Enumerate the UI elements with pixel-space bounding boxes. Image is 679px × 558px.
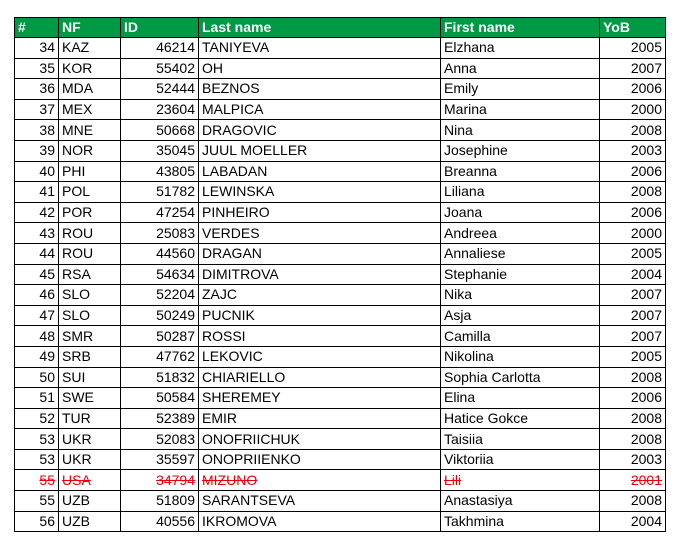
cell-id: 50668 [121,120,199,141]
cell-first-name: Anastasiya [441,491,600,512]
cell-nf: UZB [59,491,121,512]
cell-first-name: Nika [441,285,600,306]
table-row [15,120,666,141]
table-header-row [15,18,666,38]
cell-id: 40556 [121,511,199,532]
cell-id: 51809 [121,491,199,512]
cell-number: 43 [15,223,59,244]
header-nf: NF [59,18,121,38]
table-row [15,511,666,532]
cell-yob: 2008 [600,429,666,450]
cell-id: 54634 [121,264,199,285]
cell-nf: MNE [59,120,121,141]
cell-last-name: LEKOVIC [199,346,441,367]
cell-nf: MDA [59,79,121,100]
cell-nf: POL [59,182,121,203]
entry-list-sheet [14,17,666,532]
cell-id: 35045 [121,140,199,161]
cell-last-name: JUUL MOELLER [199,140,441,161]
table-row [15,182,666,203]
header-first-name: First name [441,18,600,38]
cell-yob: 2008 [600,367,666,388]
cell-yob: 2006 [600,79,666,100]
cell-nf: UZB [59,511,121,532]
cell-yob: 2005 [600,38,666,59]
cell-first-name: Hatice Gokce [441,408,600,429]
cell-yob: 2008 [600,408,666,429]
cell-nf: USA [59,470,121,491]
cell-nf: RSA [59,264,121,285]
cell-yob: 2006 [600,388,666,409]
cell-last-name: DIMITROVA [199,264,441,285]
cell-id: 46214 [121,38,199,59]
table-row [15,202,666,223]
cell-number: 55 [15,491,59,512]
cell-id: 55402 [121,58,199,79]
table-row [15,346,666,367]
table-row [15,449,666,470]
cell-first-name: Emily [441,79,600,100]
table-row [15,491,666,512]
cell-id: 52389 [121,408,199,429]
cell-first-name: Stephanie [441,264,600,285]
cell-last-name: ROSSI [199,326,441,347]
cell-id: 50584 [121,388,199,409]
cell-number: 53 [15,429,59,450]
table-row-struck [15,470,666,491]
cell-number: 49 [15,346,59,367]
cell-id: 52083 [121,429,199,450]
cell-nf: POR [59,202,121,223]
table-row [15,243,666,264]
cell-id: 50287 [121,326,199,347]
cell-number: 41 [15,182,59,203]
cell-number: 34 [15,38,59,59]
cell-id: 44560 [121,243,199,264]
cell-nf: KOR [59,58,121,79]
table-row [15,285,666,306]
cell-number: 50 [15,367,59,388]
cell-nf: MEX [59,99,121,120]
cell-yob: 2003 [600,140,666,161]
cell-yob: 2008 [600,120,666,141]
cell-last-name: ONOFRIICHUK [199,429,441,450]
entry-list-table [14,17,666,532]
cell-id: 51782 [121,182,199,203]
cell-last-name: BEZNOS [199,79,441,100]
cell-first-name: Joana [441,202,600,223]
cell-first-name: Elzhana [441,38,600,59]
cell-last-name: DRAGAN [199,243,441,264]
cell-nf: TUR [59,408,121,429]
cell-nf: SWE [59,388,121,409]
cell-yob: 2000 [600,99,666,120]
cell-last-name: CHIARIELLO [199,367,441,388]
cell-nf: PHI [59,161,121,182]
cell-number: 35 [15,58,59,79]
cell-id: 35597 [121,449,199,470]
header-last-name: Last name [199,18,441,38]
cell-number: 44 [15,243,59,264]
cell-first-name: Elina [441,388,600,409]
cell-nf: ROU [59,223,121,244]
cell-number: 46 [15,285,59,306]
cell-first-name: Nina [441,120,600,141]
cell-last-name: IKROMOVA [199,511,441,532]
cell-id: 34794 [121,470,199,491]
table-row [15,79,666,100]
table-row [15,99,666,120]
cell-last-name: DRAGOVIC [199,120,441,141]
cell-number: 42 [15,202,59,223]
cell-number: 55 [15,470,59,491]
cell-number: 36 [15,79,59,100]
cell-first-name: Breanna [441,161,600,182]
cell-yob: 2005 [600,243,666,264]
table-row [15,223,666,244]
cell-last-name: PINHEIRO [199,202,441,223]
cell-first-name: Lili [441,470,600,491]
cell-id: 43805 [121,161,199,182]
cell-nf: UKR [59,449,121,470]
cell-nf: KAZ [59,38,121,59]
table-row [15,161,666,182]
cell-first-name: Anna [441,58,600,79]
cell-number: 37 [15,99,59,120]
cell-id: 23604 [121,99,199,120]
cell-id: 47254 [121,202,199,223]
table-row [15,305,666,326]
cell-yob: 2007 [600,305,666,326]
cell-first-name: Liliana [441,182,600,203]
cell-nf: SLO [59,305,121,326]
cell-number: 56 [15,511,59,532]
table-row [15,58,666,79]
cell-first-name: Andreea [441,223,600,244]
cell-number: 53 [15,449,59,470]
table-row [15,140,666,161]
cell-yob: 2001 [600,470,666,491]
cell-nf: ROU [59,243,121,264]
cell-nf: SUI [59,367,121,388]
cell-id: 51832 [121,367,199,388]
cell-last-name: MALPICA [199,99,441,120]
cell-first-name: Camilla [441,326,600,347]
table-row [15,388,666,409]
cell-last-name: MIZUNO [199,470,441,491]
cell-yob: 2007 [600,326,666,347]
cell-yob: 2004 [600,264,666,285]
cell-first-name: Annaliese [441,243,600,264]
cell-nf: SLO [59,285,121,306]
cell-number: 47 [15,305,59,326]
table-row [15,264,666,285]
cell-last-name: TANIYEVA [199,38,441,59]
cell-last-name: LEWINSKA [199,182,441,203]
cell-yob: 2005 [600,346,666,367]
header-yob: YoB [600,18,666,38]
cell-number: 45 [15,264,59,285]
cell-id: 52204 [121,285,199,306]
header-number: # [15,18,59,38]
cell-first-name: Marina [441,99,600,120]
table-row [15,38,666,59]
cell-number: 51 [15,388,59,409]
cell-id: 52444 [121,79,199,100]
table-row [15,429,666,450]
cell-number: 48 [15,326,59,347]
cell-first-name: Asja [441,305,600,326]
cell-id: 50249 [121,305,199,326]
cell-last-name: LABADAN [199,161,441,182]
cell-id: 25083 [121,223,199,244]
cell-yob: 2007 [600,58,666,79]
cell-number: 39 [15,140,59,161]
cell-yob: 2000 [600,223,666,244]
cell-nf: SMR [59,326,121,347]
cell-last-name: SHEREMEY [199,388,441,409]
cell-nf: UKR [59,429,121,450]
cell-id: 47762 [121,346,199,367]
cell-yob: 2006 [600,161,666,182]
cell-last-name: PUCNIK [199,305,441,326]
cell-last-name: ZAJC [199,285,441,306]
header-id: ID [121,18,199,38]
cell-yob: 2008 [600,491,666,512]
cell-last-name: EMIR [199,408,441,429]
cell-yob: 2007 [600,285,666,306]
cell-first-name: Takhmina [441,511,600,532]
cell-first-name: Viktoriia [441,449,600,470]
table-row [15,408,666,429]
cell-last-name: SARANTSEVA [199,491,441,512]
cell-yob: 2006 [600,202,666,223]
cell-number: 52 [15,408,59,429]
cell-first-name: Sophia Carlotta [441,367,600,388]
cell-yob: 2008 [600,182,666,203]
cell-yob: 2004 [600,511,666,532]
cell-last-name: OH [199,58,441,79]
table-row [15,367,666,388]
cell-nf: NOR [59,140,121,161]
table-row [15,326,666,347]
cell-first-name: Nikolina [441,346,600,367]
cell-last-name: ONOPRIIENKO [199,449,441,470]
cell-yob: 2003 [600,449,666,470]
cell-first-name: Taisiia [441,429,600,450]
cell-number: 40 [15,161,59,182]
cell-last-name: VERDES [199,223,441,244]
cell-number: 38 [15,120,59,141]
table-body [15,38,666,532]
cell-nf: SRB [59,346,121,367]
cell-first-name: Josephine [441,140,600,161]
